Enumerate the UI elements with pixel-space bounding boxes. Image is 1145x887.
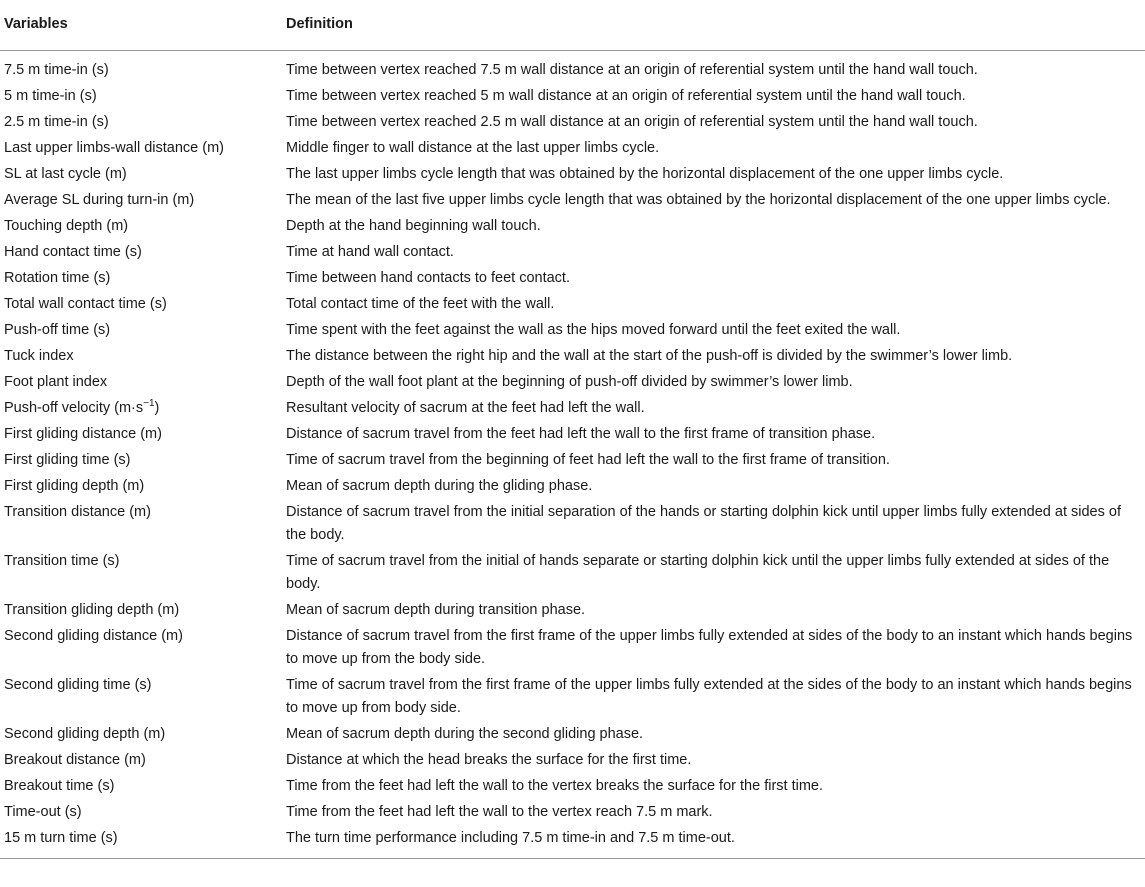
variable-cell bbox=[0, 723, 282, 749]
variable-label: Rotation time (s) bbox=[4, 270, 111, 286]
variable-label: First gliding time (s) bbox=[4, 452, 131, 468]
variable-cell bbox=[0, 345, 282, 371]
table-header bbox=[0, 0, 1145, 51]
table-row bbox=[0, 674, 1145, 723]
table-row bbox=[0, 550, 1145, 599]
variable-cell bbox=[0, 189, 282, 215]
variable-label: Second gliding depth (m) bbox=[4, 726, 166, 742]
variable-label: Hand contact time (s) bbox=[4, 244, 142, 260]
variable-cell bbox=[0, 475, 282, 501]
table-row bbox=[0, 293, 1145, 319]
variable-label: Transition time (s) bbox=[4, 553, 120, 569]
variable-label: Foot plant index bbox=[4, 374, 108, 390]
definition-cell: The distance between the right hip and the wall at the start of the push-off is divided by the swimmer’s lower limb. bbox=[286, 348, 1013, 364]
variable-cell bbox=[0, 625, 282, 674]
table-row bbox=[0, 599, 1145, 625]
table-row bbox=[0, 267, 1145, 293]
table-row bbox=[0, 749, 1145, 775]
variable-cell bbox=[0, 371, 282, 397]
variable-label: 2.5 m time-in (s) bbox=[4, 114, 109, 130]
table-row bbox=[0, 423, 1145, 449]
variable-cell bbox=[0, 449, 282, 475]
variable-cell bbox=[0, 293, 282, 319]
header-definition: Definition bbox=[282, 0, 1145, 51]
definition-cell: Distance of sacrum travel from the first frame of the upper limbs fully extended at sides of the body to an instant which hands begins to move up from the body side. bbox=[286, 628, 1133, 667]
variable-superscript: −1 bbox=[143, 398, 155, 410]
definition-cell: Distance of sacrum travel from the initial separation of the hands or starting dolphin kick until upper limbs fully extended at sides of the body. bbox=[286, 504, 1121, 543]
definition-cell: Time at hand wall contact. bbox=[286, 244, 454, 260]
variable-label: Second gliding distance (m) bbox=[4, 628, 183, 644]
table-row bbox=[0, 345, 1145, 371]
table-row bbox=[0, 163, 1145, 189]
definition-cell: Mean of sacrum depth during the second gliding phase. bbox=[286, 726, 644, 742]
table-row bbox=[0, 319, 1145, 345]
definition-cell: Depth of the wall foot plant at the beginning of push-off divided by swimmer’s lower limb. bbox=[286, 374, 853, 390]
variable-cell bbox=[0, 599, 282, 625]
variable-label: 7.5 m time-in (s) bbox=[4, 62, 109, 78]
definition-cell: Time between vertex reached 2.5 m wall distance at an origin of referential system until the hand wall touch. bbox=[286, 114, 978, 130]
definition-cell: The mean of the last five upper limbs cycle length that was obtained by the horizontal displacement of the one upper limbs cycle. bbox=[286, 192, 1111, 208]
variable-cell bbox=[0, 801, 282, 827]
variable-cell bbox=[0, 163, 282, 189]
definition-cell: Distance at which the head breaks the surface for the first time. bbox=[286, 752, 692, 768]
variable-label: Time-out (s) bbox=[4, 804, 82, 820]
table-row bbox=[0, 501, 1145, 550]
variable-label: Tuck index bbox=[4, 348, 74, 364]
variable-label: Breakout time (s) bbox=[4, 778, 115, 794]
header-variables: Variables bbox=[0, 0, 282, 51]
definition-cell: Resultant velocity of sacrum at the feet had left the wall. bbox=[286, 400, 645, 416]
definition-cell: The turn time performance including 7.5 m time-in and 7.5 m time-out. bbox=[282, 827, 1145, 859]
variable-cell bbox=[0, 85, 282, 111]
table-row bbox=[0, 371, 1145, 397]
table-row bbox=[0, 137, 1145, 163]
variable-cell bbox=[0, 319, 282, 345]
definition-cell: Depth at the hand beginning wall touch. bbox=[286, 218, 541, 234]
definition-cell: Time from the feet had left the wall to the vertex breaks the surface for the first time. bbox=[286, 778, 824, 794]
variable-cell bbox=[0, 423, 282, 449]
variable-cell bbox=[0, 267, 282, 293]
table-row bbox=[0, 215, 1145, 241]
variable-cell bbox=[0, 827, 282, 859]
definition-cell: Time between hand contacts to feet contact. bbox=[286, 270, 570, 286]
definition-cell: Time spent with the feet against the wall as the hips moved forward until the feet exited the wall. bbox=[286, 322, 901, 338]
definition-cell: Time from the feet had left the wall to the vertex reach 7.5 m mark. bbox=[286, 804, 713, 820]
variable-label: 5 m time-in (s) bbox=[4, 88, 97, 104]
definition-cell: Distance of sacrum travel from the feet had left the wall to the first frame of transition phase. bbox=[286, 426, 876, 442]
table-body bbox=[0, 51, 1145, 859]
definition-cell: Mean of sacrum depth during the gliding phase. bbox=[286, 478, 593, 494]
variable-label: Transition distance (m) bbox=[4, 504, 151, 520]
table-row bbox=[0, 449, 1145, 475]
variable-cell bbox=[0, 775, 282, 801]
variable-cell bbox=[0, 241, 282, 267]
variable-label: Average SL during turn-in (m) bbox=[4, 192, 195, 208]
table-row bbox=[0, 51, 1145, 86]
definition-cell: Total contact time of the feet with the wall. bbox=[286, 296, 555, 312]
definition-cell: The last upper limbs cycle length that was obtained by the horizontal displacement of the one upper limbs cycle. bbox=[286, 166, 1004, 182]
table-row bbox=[0, 775, 1145, 801]
table-row bbox=[0, 801, 1145, 827]
table-row bbox=[0, 827, 1145, 859]
variable-label: Push-off velocity (m·s bbox=[4, 400, 144, 416]
variable-cell bbox=[0, 111, 282, 137]
table-row bbox=[0, 723, 1145, 749]
table-row bbox=[0, 625, 1145, 674]
definition-cell: Time of sacrum travel from the initial of hands separate or starting dolphin kick until the upper limbs fully extended at sides of the body. bbox=[286, 553, 1110, 592]
variable-cell bbox=[0, 215, 282, 241]
definition-cell: Time of sacrum travel from the beginning of feet had left the wall to the first frame of transition. bbox=[286, 452, 890, 468]
definition-cell: Time of sacrum travel from the first frame of the upper limbs fully extended at the sides of the body to an instant which hands begins to move up from body side. bbox=[286, 677, 1132, 716]
variable-label: Push-off time (s) bbox=[4, 322, 111, 338]
variable-suffix: ) bbox=[154, 400, 160, 416]
variable-cell bbox=[0, 550, 282, 599]
variable-cell bbox=[0, 674, 282, 723]
variable-cell bbox=[0, 51, 282, 86]
table-row bbox=[0, 189, 1145, 215]
definition-cell: Time between vertex reached 7.5 m wall distance at an origin of referential system until the hand wall touch. bbox=[286, 62, 978, 78]
definition-cell: Mean of sacrum depth during transition phase. bbox=[286, 602, 586, 618]
variable-cell bbox=[0, 501, 282, 550]
variable-label: Second gliding time (s) bbox=[4, 677, 152, 693]
definition-cell: Time between vertex reached 5 m wall distance at an origin of referential system until the hand wall touch. bbox=[286, 88, 966, 104]
variable-label: 15 m turn time (s) bbox=[4, 830, 118, 846]
variable-label: SL at last cycle (m) bbox=[4, 166, 127, 182]
header-row bbox=[0, 0, 1145, 51]
table-row bbox=[0, 475, 1145, 501]
table-row bbox=[0, 241, 1145, 267]
table-row bbox=[0, 85, 1145, 111]
table-row bbox=[0, 111, 1145, 137]
variable-label: Transition gliding depth (m) bbox=[4, 602, 180, 618]
variable-cell bbox=[0, 749, 282, 775]
variable-label: Last upper limbs-wall distance (m) bbox=[4, 140, 224, 156]
variable-cell bbox=[0, 397, 282, 423]
variable-label: Total wall contact time (s) bbox=[4, 296, 167, 312]
variable-label: First gliding distance (m) bbox=[4, 426, 162, 442]
variable-label: Touching depth (m) bbox=[4, 218, 129, 234]
variable-label: First gliding depth (m) bbox=[4, 478, 145, 494]
definition-cell: Middle finger to wall distance at the last upper limbs cycle. bbox=[286, 140, 660, 156]
variable-cell bbox=[0, 137, 282, 163]
variable-label: Breakout distance (m) bbox=[4, 752, 146, 768]
table-row bbox=[0, 397, 1145, 423]
